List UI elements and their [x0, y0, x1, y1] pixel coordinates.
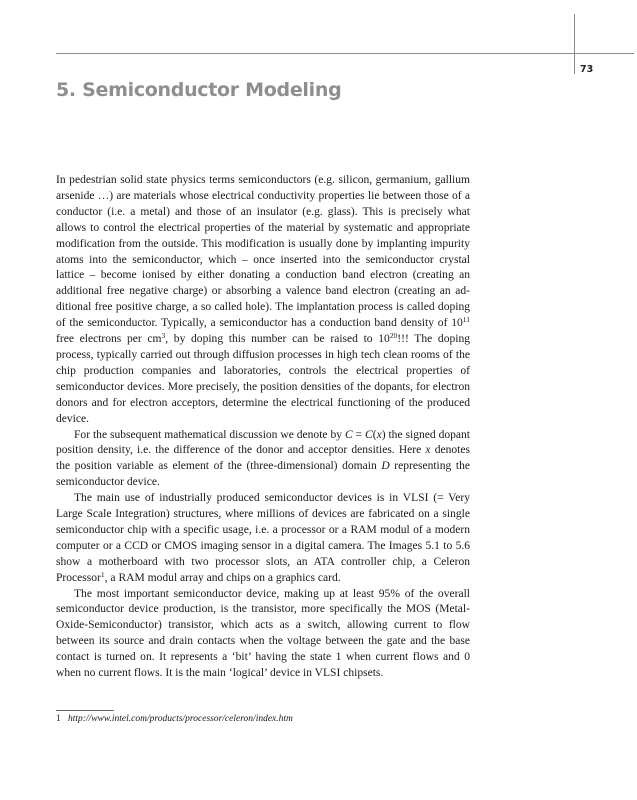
p2-text-2: =: [352, 428, 365, 441]
footnote-ref[interactable]: 1: [100, 569, 105, 579]
p1-text-3: , by doping this number can be raised to 10: [165, 333, 390, 346]
p2-math-4: x: [425, 444, 431, 457]
body-text: [56, 173, 470, 682]
p2-math-2: C: [365, 428, 373, 441]
paragraph-3: [56, 491, 470, 586]
header-rule: [56, 53, 634, 54]
paragraph-2: [56, 428, 470, 492]
footnote-rule: [56, 710, 114, 711]
footnote: [56, 714, 293, 724]
p1-superscript-1: 11: [462, 315, 470, 325]
p1-text-4: !!! The doping process, typically carried out through diffusion processes in high tech clean rooms of the chip production companies and laboratories, controls the electrical properties of semiconductor devices. More precisely, the position densities of the dopants, for electron donors and for electron acceptors, determine the electrical functioning of the produced device.: [56, 333, 470, 425]
p2-math-1: C: [344, 428, 353, 441]
p2-math-5: D: [381, 460, 390, 473]
p3-text-1: The main use of industrially produced semiconductor devices is in VLSI (= Very Large Scale Integration) structures, where millions of devices are fabricated on a single semiconductor chip with a specific usage, i.e. a processor or a RAM modul of a modern computer or a CCD or CMOS imaging sensor in a digital camera. The Images 5.1 to 5.6 show a motherboard with two processor slots, an ATA controller chip, a Celeron Processor: [56, 492, 470, 584]
footnote-link[interactable]: http://www.intel.com/products/processor/celeron/index.htm: [68, 714, 293, 724]
p1-superscript-3: 20: [389, 331, 398, 341]
p2-text-4: ) the signed dopant position density, i.e. the difference of the donor and acceptor densities. Here: [56, 428, 470, 457]
p2-text-6: representing the semiconductor device.: [56, 460, 470, 489]
chapter-title: 5. Semiconductor Modeling: [56, 79, 342, 101]
p1-superscript-2: 3: [161, 331, 166, 341]
p2-text-5: denotes the position variable as element of the (three-dimensional) domain: [56, 444, 470, 473]
p2-text-1: For the subsequent mathematical discussion we denote by: [74, 428, 345, 441]
p1-text-2: free electrons per cm: [56, 333, 162, 346]
footnote-mark: 1: [56, 714, 61, 724]
p2-text-3: (: [372, 428, 377, 441]
p3-text-2: , a RAM modul array and chips on a graphics card.: [104, 571, 341, 584]
p2-math-3: x: [376, 428, 382, 441]
paragraph-4: The most important semiconductor device, making up at least 95% of the overall semiconductor device production, is the transistor, more specifically the MOS (Metal-Oxide-Semiconductor) transistor, which acts as a switch, allowing current to flow between its source and drain contacts when the voltage between the gate and the base contact is turned on. It represents a ‘bit’ having the state 1 when current flows and 0 when no current flows. It is the main ‘logical’ device in VLSI chipsets.: [56, 587, 470, 680]
page-number: 73: [580, 64, 594, 75]
paragraph-1: [56, 173, 470, 428]
p1-text-1: In pedestrian solid state physics terms semiconductors (e.g. silicon, germanium, gallium arsenide …) are materials whose electrical conductivity properties lie between those of a conductor (i.e. a metal) and those of an insulator (e.g. glass). This is precisely what allows to control the electrical properties of the material by systematic and appropriate modification from the outside. This modification is usually done by implanting impurity atoms into the semiconductor, which – once inserted into the semiconductor crystal lattice – become ionised by either donating a conduction band electron (creating an additional free negative charge) or absorbing a valence band electron (creating an additional free positive charge, a so called hole). The implantation process is called doping of the semiconductor. Typically, a semiconductor has a conduction band density of 10: [56, 174, 470, 330]
header-corner-rule: [574, 14, 575, 74]
